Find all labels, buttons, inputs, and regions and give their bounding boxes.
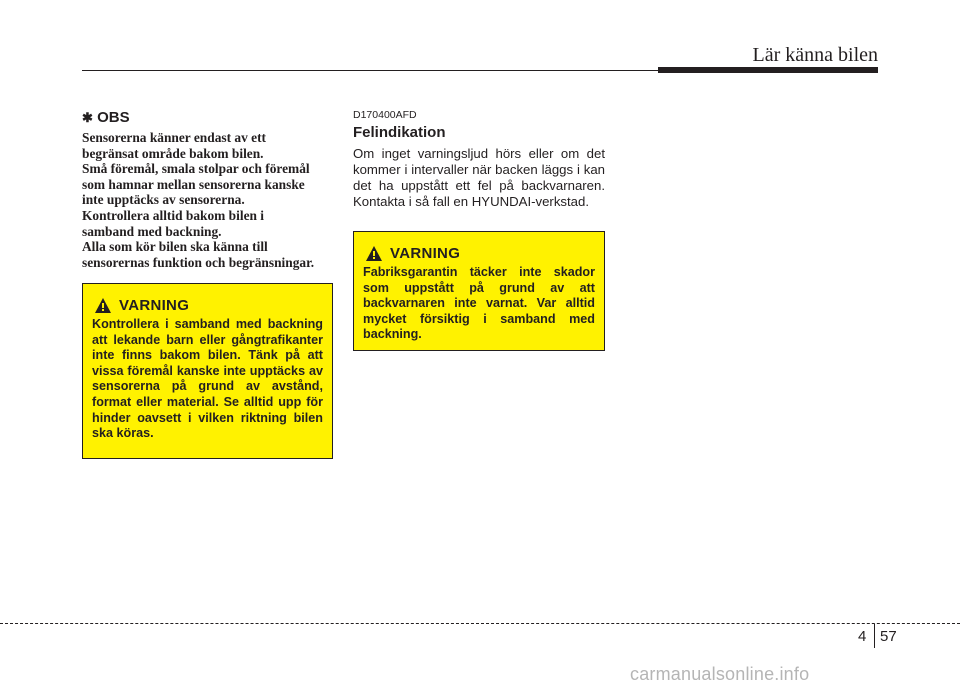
obs-line: samband med backning. <box>82 223 222 239</box>
watermark: carmanualsonline.info <box>630 664 810 684</box>
footer-rule <box>0 623 960 624</box>
obs-line: Alla som kör bilen ska känna till <box>82 239 268 255</box>
page-divider <box>874 624 875 648</box>
obs-line: som hamnar mellan sensorerna kanske <box>82 176 305 192</box>
page-number: 57 <box>880 628 897 645</box>
section-code: D170400AFD <box>353 109 417 121</box>
obs-line: inte upptäcks av sensorerna. <box>82 192 245 208</box>
warning-triangle-icon <box>94 297 112 314</box>
obs-note <box>82 108 333 270</box>
section-felindikation <box>353 108 605 210</box>
obs-heading-label: OBS <box>97 109 130 126</box>
header-bar <box>658 67 878 73</box>
warning-box-left <box>82 283 333 459</box>
warning-box-right <box>353 231 605 351</box>
obs-line: sensorernas funktion och begränsningar. <box>82 254 315 270</box>
section-title: Felindikation <box>353 124 446 141</box>
warning-text: Fabriksgarantin täcker inte skador som uppstått på grund av att backvarnaren inte varnat. Var alltid mycket försiktig i samband med backning. <box>363 265 595 342</box>
star-icon: ✱ <box>82 110 93 125</box>
warning-title: VARNING <box>119 297 190 314</box>
obs-line: Kontrollera alltid bakom bilen i <box>82 207 265 223</box>
obs-heading <box>82 108 333 128</box>
warning-text: Kontrollera i samband med backning att lekande barn eller gångtrafikanter inte finns bakom bilen. Tänk på att vissa föremål kanske inte upptäcks av sensorerna på grund av avstånd, format eller material. Se alltid upp för hinder oavsett i vilken riktning bilen ska köras. <box>92 317 323 441</box>
obs-line: Sensorerna känner endast av ett <box>82 130 267 145</box>
header-title: Lär känna bilen <box>752 44 878 66</box>
warning-header <box>94 292 323 314</box>
warning-header <box>365 240 595 262</box>
obs-line: begränsat område bakom bilen. <box>82 145 264 161</box>
warning-title: VARNING <box>390 245 461 262</box>
obs-text <box>82 130 333 270</box>
chapter-number: 4 <box>858 628 867 645</box>
obs-line: Små föremål, smala stolpar och föremål <box>82 161 310 177</box>
section-text: Om inget varningsljud hörs eller om det kommer i intervaller när backen läggs i kan det ha uppstått ett fel på backvarnaren. Kontakta i så fall en HYUNDAI-verkstad. <box>353 146 605 209</box>
warning-triangle-icon <box>365 245 383 262</box>
